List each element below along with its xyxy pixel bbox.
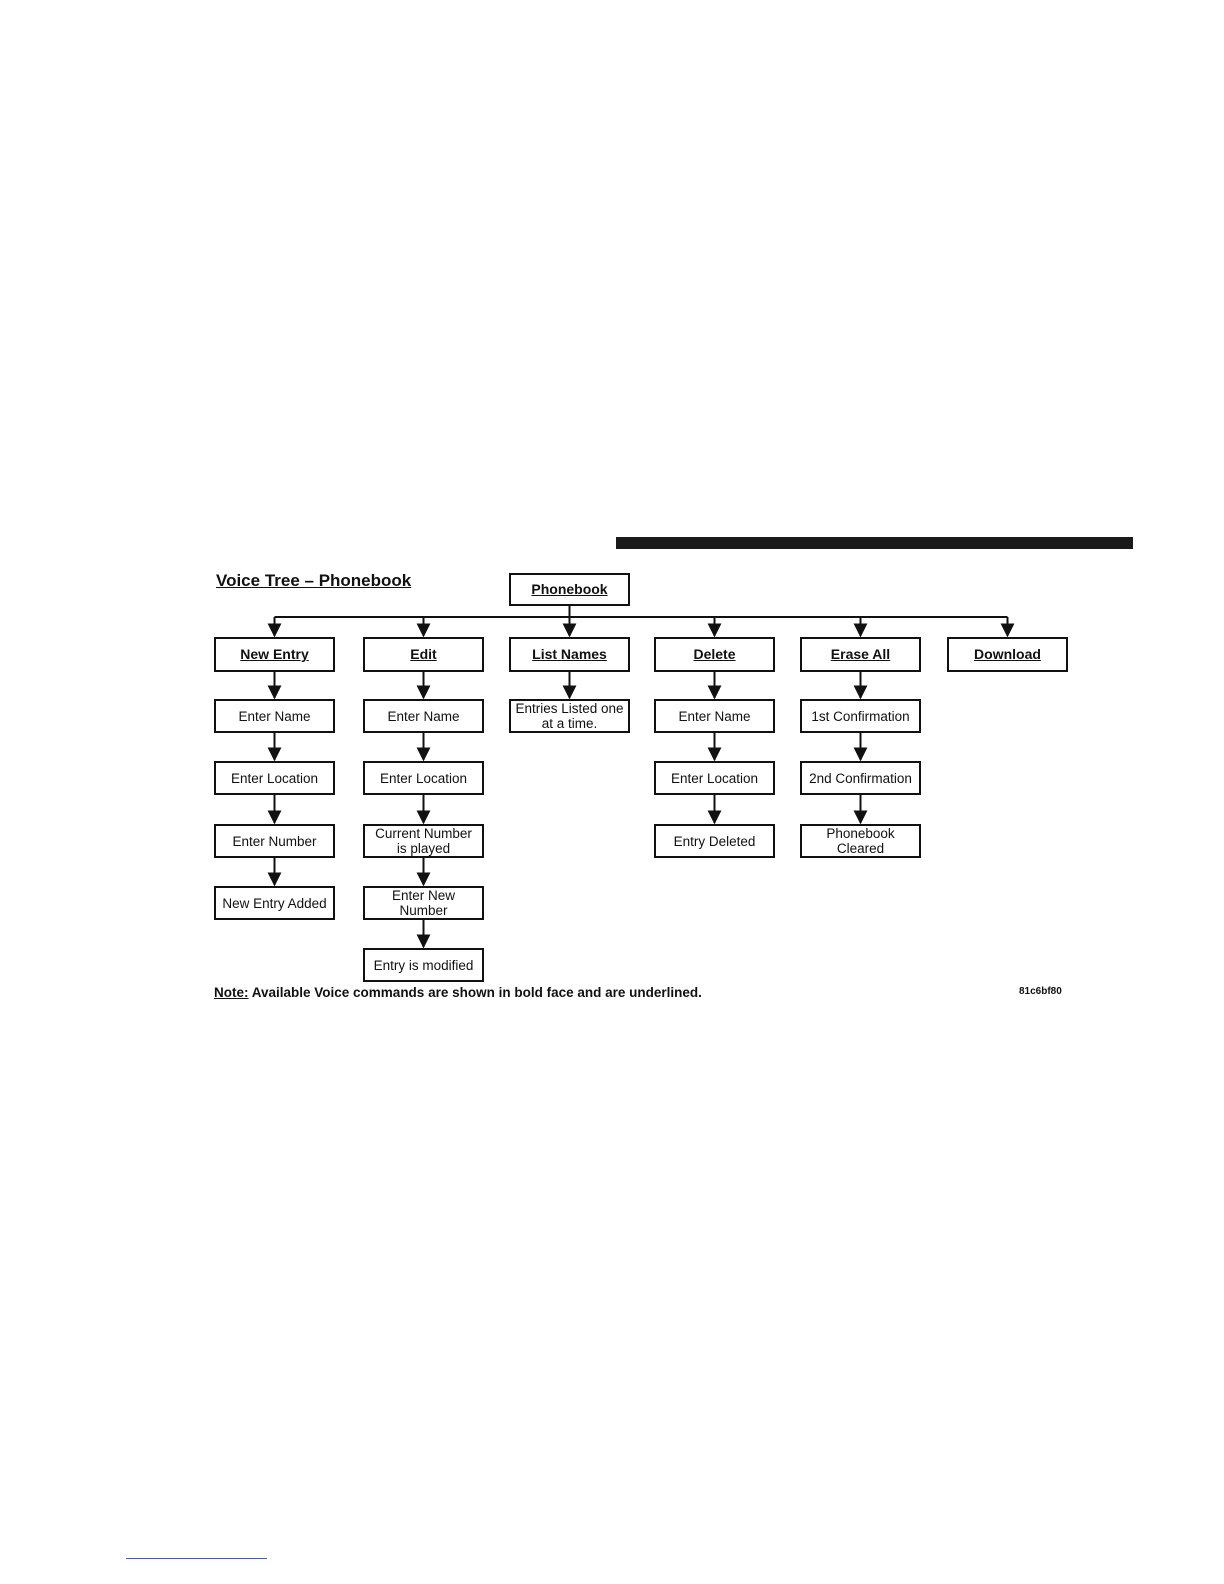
diagram-title: Voice Tree – Phonebook xyxy=(216,571,412,590)
step-edit-1: Enter Name xyxy=(363,699,484,733)
note-text: Available Voice commands are shown in bold face and are underlined. xyxy=(248,985,702,1000)
step-new-entry-3: Enter Number xyxy=(214,824,335,858)
step-new-entry-2: Enter Location xyxy=(214,761,335,795)
step-edit-5: Entry is modified xyxy=(363,948,484,982)
note-label: Note: xyxy=(214,985,249,1000)
step-erase-all-2: 2nd Confirmation xyxy=(800,761,921,795)
command-delete: Delete xyxy=(654,637,775,672)
command-new-entry: New Entry xyxy=(214,637,335,672)
step-edit-4: Enter New Number xyxy=(363,886,484,920)
command-edit: Edit xyxy=(363,637,484,672)
step-edit-2: Enter Location xyxy=(363,761,484,795)
figure-code: 81c6bf80 xyxy=(1019,986,1062,997)
step-delete-2: Enter Location xyxy=(654,761,775,795)
step-delete-3: Entry Deleted xyxy=(654,824,775,858)
command-list-names: List Names xyxy=(509,637,630,672)
footnote xyxy=(214,985,702,1000)
step-erase-all-1: 1st Confirmation xyxy=(800,699,921,733)
command-erase-all: Erase All xyxy=(800,637,921,672)
command-download: Download xyxy=(947,637,1068,672)
step-new-entry-1: Enter Name xyxy=(214,699,335,733)
step-edit-3: Current Number is played xyxy=(363,824,484,858)
step-erase-all-3: Phonebook Cleared xyxy=(800,824,921,858)
step-list-names-1: Entries Listed one at a time. xyxy=(509,699,630,733)
step-new-entry-4: New Entry Added xyxy=(214,886,335,920)
step-delete-1: Enter Name xyxy=(654,699,775,733)
phonebook-root-box: Phonebook xyxy=(509,573,630,606)
footer-rule xyxy=(126,1558,267,1559)
